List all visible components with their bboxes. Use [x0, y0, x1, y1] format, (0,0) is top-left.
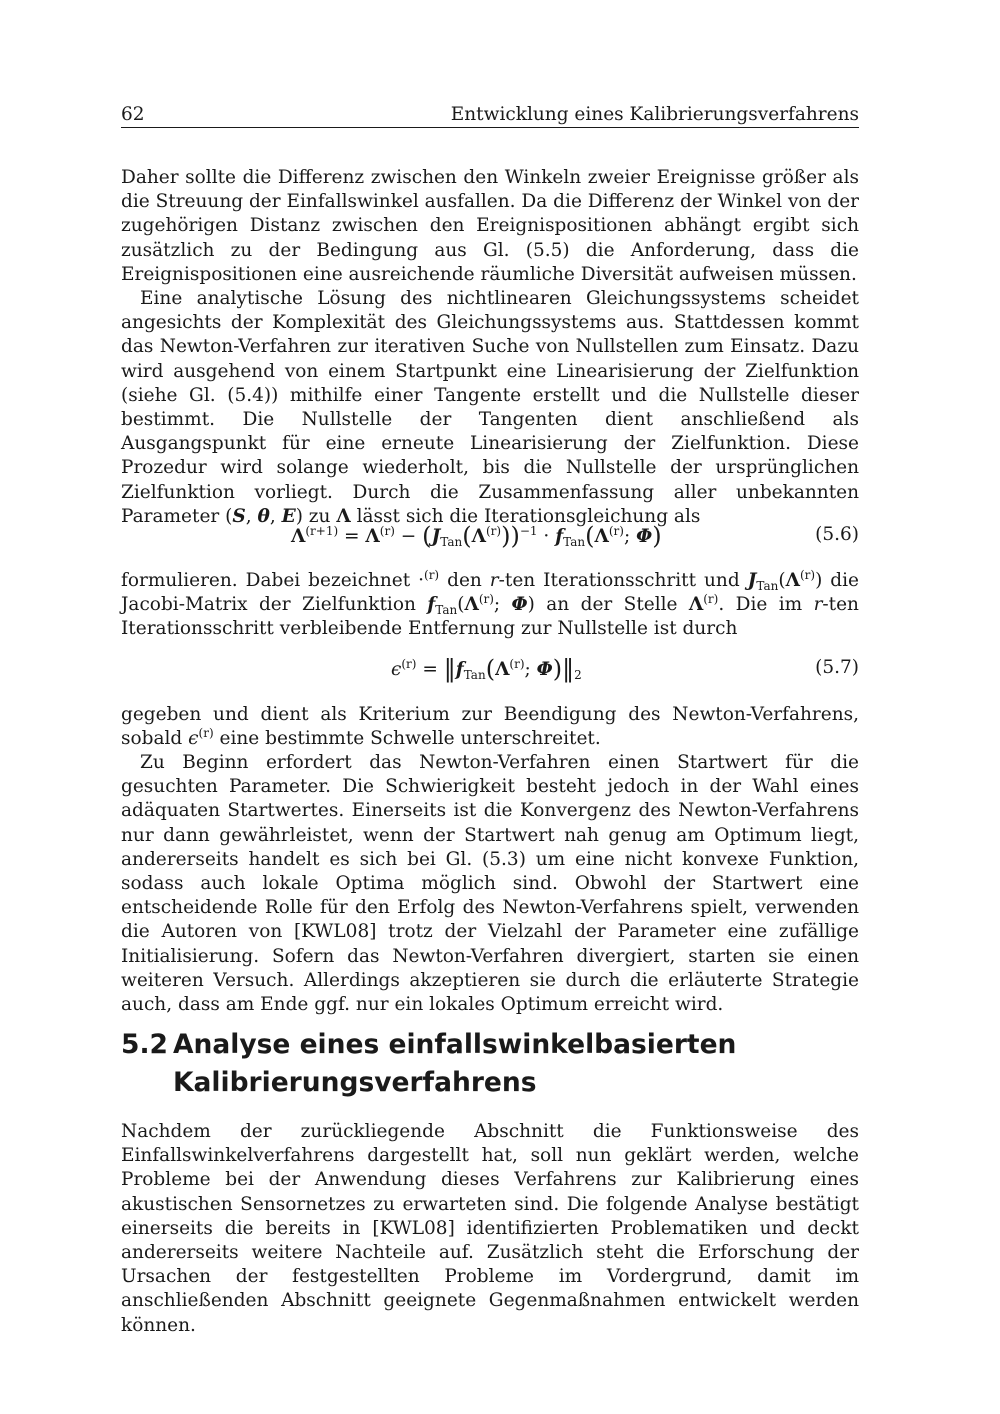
- section-number: 5.2: [121, 1029, 168, 1060]
- section-title: Analyse eines einfallswinkelbasierten Kalibrierungsverfahrens: [173, 1029, 737, 1098]
- paragraph-5: Zu Beginn erfordert das Newton-Verfahren einen Startwert für die gesuchten Parameter. Die Schwierigkeit besteht jedoch in der Wahl eines adäquaten Startwertes. Einerseits ist die Konvergenz des Newton-Verfahrens nur dann gewährleistet, wenn der Startwert nah genug am Optimum liegt, andererseits handelt es sich bei Gl. (5.3) um eine nicht konvexe Funktion, sodass auch lokale Optima möglich sind. Obwohl der Startwert eine entscheidende Rolle für den Erfolg des Newton-Verfahrens spielt, verwenden die Autoren von [KWL08] trotz der Vielzahl der Parameter eine zufällige Initialisierung. Sofern das Newton-Verfahren divergiert, starten sie einen weiteren Versuch. Allerdings akzeptieren sie durch die erläuterte Strategie auch, dass am Ende ggf. nur ein lokales Optimum erreicht wird.: [121, 752, 859, 1016]
- equation-5-7: [121, 655, 859, 685]
- running-title: Entwicklung eines Kalibrierungsverfahrens: [450, 104, 859, 125]
- equation-5-6-formula: $\Lambda^{(r+1)} = \Lambda^{(r)} - (J_{Tan}(\Lambda^{(r)}))^{-1} \cdot f_{Tan}(\Lambda^{(r)}$; Φ): [291, 522, 662, 550]
- paragraph-2-text: Eine analytische Lösung des nichtlinearen Gleichungssystems scheidet angesichts der Komplexität des Gleichungssystems aus. Stattdessen kommt das Newton-Verfahren zur iterativen Suche von Nullstellen zum Einsatz. Dazu wird ausgehend von einem Startpunkt eine Linearisierung der Zielfunktion (siehe Gl. (5.4)) mithilfe einer Tangente erstellt und die Nullstelle dieser bestimmt. Die Nullstelle der Tangenten dient anschließend als Ausgangspunkt für eine erneute Linearisierung der Zielfunktion. Diese Prozedur wird solange wiederholt, bis die Nullstelle der ursprünglichen Zielfunktion vorliegt. Durch die Zusammenfassung aller unbekannten Parameter (: [121, 288, 859, 527]
- equation-5-7-number: (5.7): [815, 657, 859, 678]
- document-page: [121, 0, 859, 1414]
- paragraph-6: Nachdem der zurückliegende Abschnitt die Funktionsweise des Einfallswinkelverfahrens dargestellt hat, soll nun geklärt werden, welche Probleme bei der Anwendung dieses Verfahrens zur Kalibrierung eines akustischen Sensornetzes zu erwarteten sind. Die folgende Analyse bestätigt einerseits die bereits in [KWL08] identifizierten Problematiken und deckt andererseits weitere Nachteile auf. Zusätzlich steht die Erforschung der Ursachen der festgestellten Probleme im Vordergrund, damit im anschließenden Abschnitt geeignete Gegenmaßnahmen entwickelt werden können.: [121, 1121, 859, 1336]
- running-header: [121, 103, 859, 127]
- equation-5-6: [121, 522, 859, 552]
- paragraph-3: formulieren. Dabei bezeichnet ·$^{(r)}$ den r-ten Iterationsschritt und $J_{Tan}(\Lambda^{(r)})$ die Jacobi-Matrix der Zielfunktion $f_{Tan}(\Lambda^{(r)}$; Φ) an der Stelle $\Lambda^{(r)}$. Die im r-ten Iterationsschritt verbleibende Entfernung zur Nullstelle ist durch: [121, 568, 859, 640]
- paragraph-2-end: lässt sich die Iterationsgleichung als: [356, 505, 701, 527]
- symbol-theta: θ: [257, 505, 270, 527]
- symbol-E: E: [281, 505, 296, 527]
- paragraph-4: gegeben und dient als Kriterium zur Beendigung des Newton-Verfahrens, sobald $\epsilon^{(r)}$ eine bestimmte Schwelle unterschreitet.: [121, 704, 859, 750]
- equation-5-7-formula: $\epsilon^{(r)}$ = $‖f_{Tan}(\Lambda^{(r)}$; $\Phi)‖_2$: [391, 655, 582, 683]
- page-number: 62: [121, 104, 145, 125]
- symbol-Lambda: Λ: [336, 505, 351, 527]
- equation-5-6-number: (5.6): [815, 524, 859, 545]
- paragraph-1: Daher sollte die Differenz zwischen den Winkeln zweier Ereignisse größer als die Streuung der Einfallswinkel ausfallen. Da die Differenz der Winkel von der zugehörigen Distanz zwischen den Ereignispositionen abhängt ergibt sich zusätzlich zu der Bedingung aus Gl. (5.5) die Anforderung, dass die Ereignispositionen eine ausreichende räumliche Diversität aufweisen müssen.: [121, 167, 859, 285]
- header-rule: [121, 127, 859, 128]
- symbol-S: S: [232, 505, 246, 527]
- paragraph-2-zu: ) zu: [295, 505, 337, 527]
- paragraph-2: Eine analytische Lösung des nichtlinearen Gleichungssystems scheidet angesichts der Komplexität des Gleichungssystems aus. Stattdessen kommt das Newton-Verfahren zur iterativen Suche von Nullstellen zum Einsatz. Dazu wird ausgehend von einem Startpunkt eine Linearisierung der Zielfunktion (siehe Gl. (5.4)) mithilfe einer Tangente erstellt und die Nullstelle dieser bestimmt. Die Nullstelle der Tangenten dient anschließend als Ausgangspunkt für eine erneute Linearisierung der Zielfunktion. Diese Prozedur wird solange wiederholt, bis die Nullstelle der ursprünglichen Zielfunktion vorliegt. Durch die Zusammenfassung aller unbekannten Parameter (S, θ, E) zu Λ lässt sich die Iterationsgleichung als: [121, 288, 859, 527]
